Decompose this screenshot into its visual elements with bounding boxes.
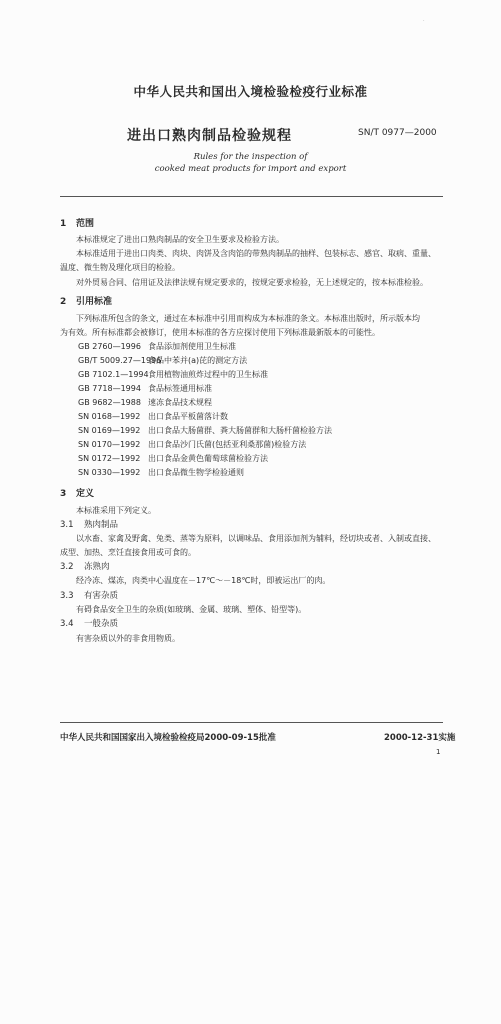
section-2-paragraph: 下列标准所包含的条文，通过在本标准中引用而构成为本标准的条文。本标准出版时，所示版本均 [76, 314, 420, 323]
reference-title: 出口食品平板菌落计数 [148, 412, 228, 421]
section-number: 3 [60, 489, 67, 499]
section-title: 定义 [76, 489, 95, 499]
reference-title: 出口食品金黄色葡萄球菌检验方法 [148, 454, 268, 463]
reference-code: SN 0172—1992 [78, 454, 141, 463]
reference-title: 速冻食品技术规程 [148, 398, 212, 407]
scan-speck: · [423, 18, 425, 24]
reference-title: 出口食品大肠菌群、粪大肠菌群和大肠杆菌检验方法 [148, 426, 332, 435]
definition-heading [60, 518, 118, 530]
reference-code: SN 0168—1992 [78, 412, 141, 421]
section-1-paragraph: 对外贸易合同、信用证及法律法规有规定要求的，按规定要求检验，无上述规定的，按本标准检验。 [76, 278, 428, 287]
definition-text: 成型、加热、烹饪直接食用或可食的。 [60, 548, 196, 557]
section-number: 1 [60, 219, 67, 229]
definition-text: 经冷冻、煤冻，肉类中心温度在－17℃～－18℃时，即被运出厂的肉。 [76, 576, 331, 585]
section-1-paragraph: 本标准适用于进出口肉类、肉块、肉饼及含肉馅的带熟肉制品的抽样、包装标志、感官、取病、重量、 [76, 249, 436, 258]
header-rule [60, 196, 443, 197]
reference-standard [78, 439, 306, 450]
definition-number: 3.2 [60, 562, 74, 572]
reference-standard [78, 383, 212, 394]
section-2-heading [60, 294, 112, 307]
reference-standard [78, 425, 332, 436]
section-title: 引用标准 [76, 297, 113, 307]
reference-code: GB 2760—1996 [78, 342, 141, 351]
definition-heading [60, 560, 110, 572]
reference-code: SN 0170—1992 [78, 440, 141, 449]
page-number: 1 [436, 748, 441, 756]
reference-code: GB 7102.1—1994 [78, 370, 149, 379]
reference-standard [78, 467, 244, 478]
definition-term: 冻熟肉 [84, 562, 110, 572]
issuing-organization: 中华人民共和国出入境检验检疫行业标准 [133, 84, 368, 99]
reference-standard [78, 355, 247, 366]
reference-title: 食用植物油煎炸过程中的卫生标准 [148, 370, 268, 379]
standard-code: SN/T 0977—2000 [358, 128, 437, 138]
english-title-line1: Rules for the inspection of [193, 152, 308, 162]
reference-title: 食品中苯并(a)芘的测定方法 [148, 356, 248, 365]
english-title-line2: cooked meat products for import and export [154, 164, 347, 174]
definition-number: 3.1 [60, 520, 74, 530]
section-3-heading [60, 486, 94, 499]
section-number: 2 [60, 297, 67, 307]
definition-heading [60, 589, 118, 601]
definition-number: 3.3 [60, 591, 74, 601]
reference-code: SN 0330—1992 [78, 468, 141, 477]
section-1-heading [60, 216, 94, 229]
definition-text: 有害杂质以外的非食用物质。 [76, 634, 180, 643]
approval-line: 中华人民共和国国家出入境检验检疫局2000-09-15批准 [60, 733, 276, 743]
footer-rule [60, 722, 443, 723]
reference-title: 出口食品微生物学检验通则 [148, 468, 244, 477]
implementation-date: 2000-12-31实施 [384, 733, 456, 743]
section-3-intro: 本标准采用下列定义。 [76, 506, 156, 515]
definition-term: 有害杂质 [84, 591, 119, 601]
reference-standard [78, 411, 228, 422]
definition-text: 以水畜、家禽及野禽、兔类、蒸等为原料，以调味品、食用添加剂为辅料，经切块或者、入制或直接、 [76, 534, 436, 543]
section-title: 范围 [76, 219, 95, 229]
section-1-paragraph: 温度、微生物及理化项目的检验。 [60, 263, 180, 272]
reference-standard [78, 453, 268, 464]
reference-standard [78, 341, 236, 352]
section-1-paragraph: 本标准规定了进出口熟肉制品的安全卫生要求及检验方法。 [76, 235, 284, 244]
reference-standard [78, 369, 268, 380]
reference-standard [78, 397, 212, 408]
reference-code: SN 0169—1992 [78, 426, 141, 435]
definition-text: 有碍食品安全卫生的杂质(如玻璃、金属、玻璃、塑体、铅型等)。 [76, 605, 307, 614]
reference-title: 食品标签通用标准 [148, 384, 212, 393]
document-title: 进出口熟肉制品检验规程 [127, 128, 292, 144]
definition-term: 一般杂质 [84, 619, 119, 629]
reference-title: 食品添加剂使用卫生标准 [148, 342, 236, 351]
definition-number: 3.4 [60, 619, 74, 629]
section-2-paragraph: 为有效。所有标准都会被修订，使用本标准的各方应探讨使用下列标准最新版本的可能性。 [60, 328, 380, 337]
reference-code: GB 9682—1988 [78, 398, 141, 407]
reference-code: GB 7718—1994 [78, 384, 141, 393]
reference-code: GB/T 5009.27—1996 [78, 356, 162, 365]
definition-term: 熟肉制品 [84, 520, 119, 530]
definition-heading [60, 617, 118, 629]
reference-title: 出口食品沙门氏菌(包括亚利桑那菌)检验方法 [148, 440, 307, 449]
